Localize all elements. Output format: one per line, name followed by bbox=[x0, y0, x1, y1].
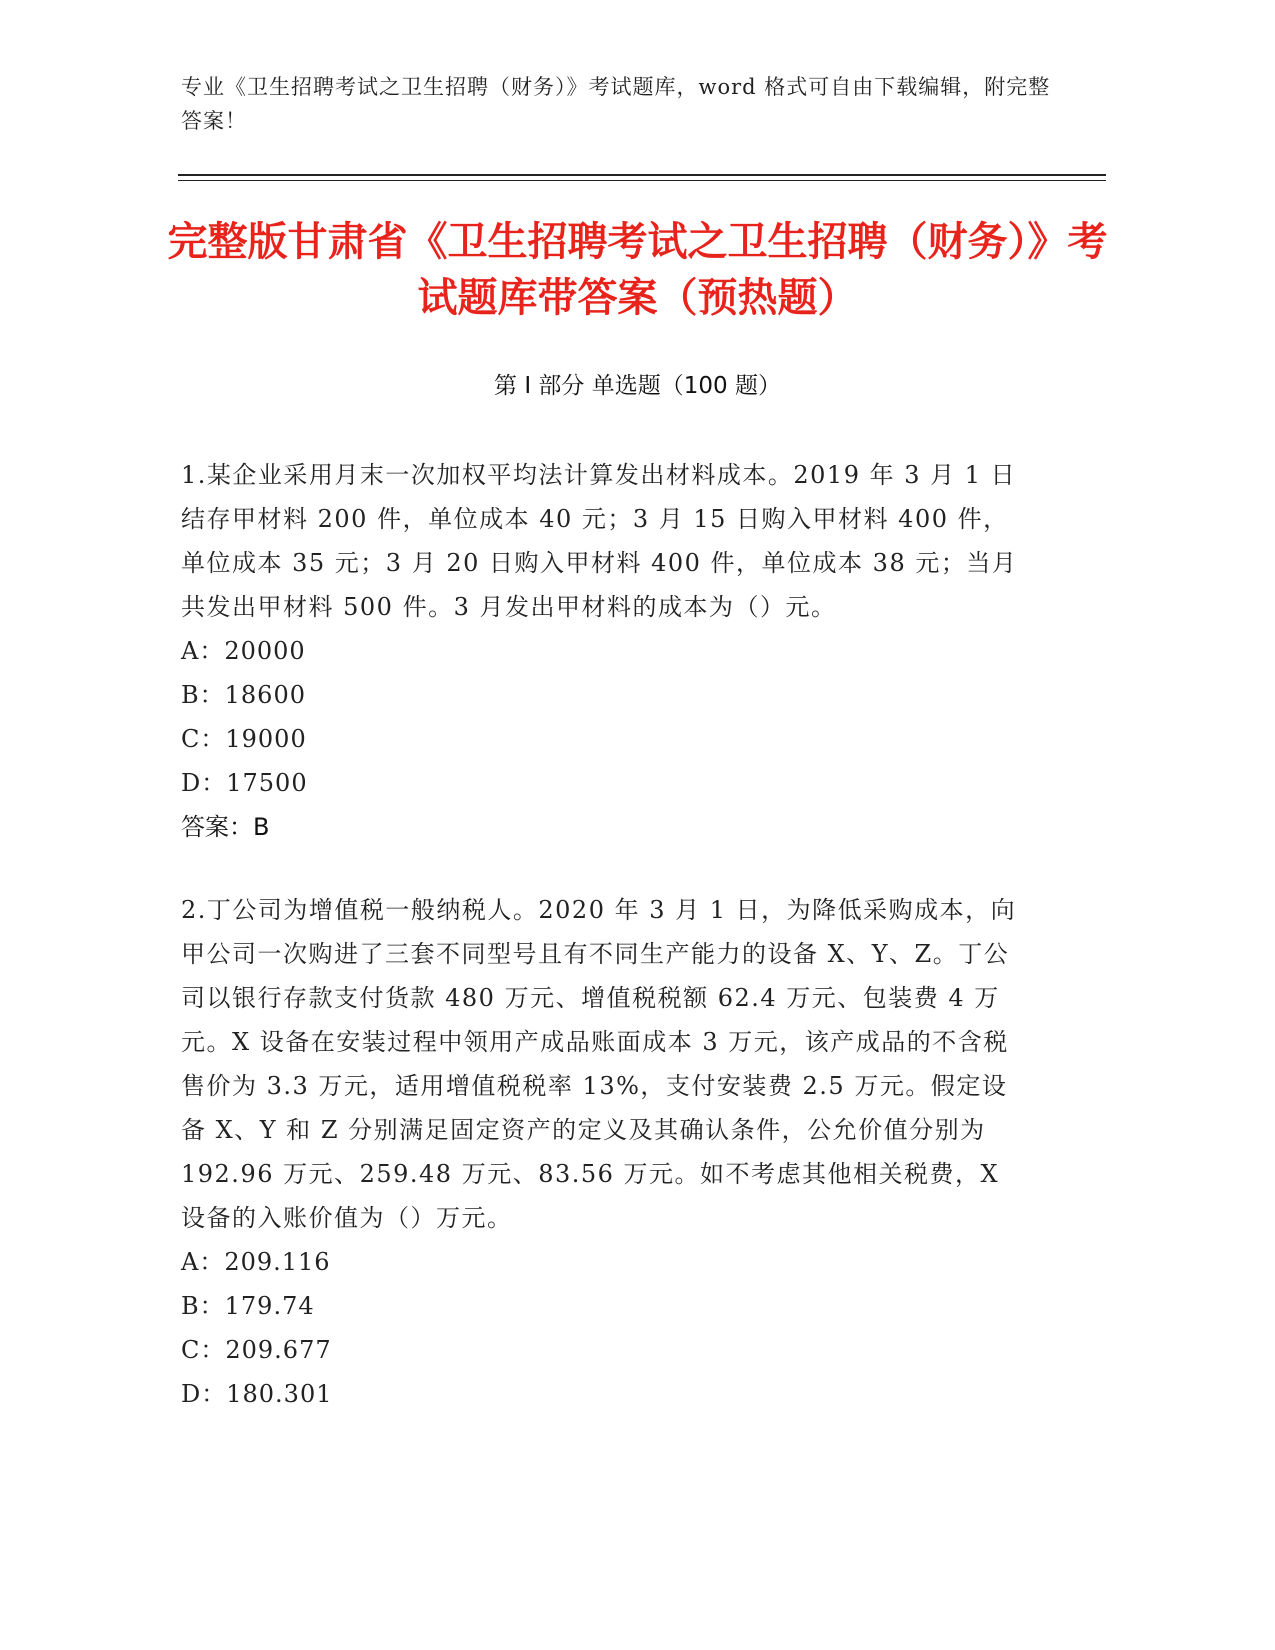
question-stem: 2.丁公司为增值税一般纳税人。2020 年 3 月 1 日，为降低采购成本，向甲公司一次购进了三套不同型号且有不同生产能力的设备 X、Y、Z。丁公司以银行存款支付货款 480 万元、增值税税额 62.4 万元、包装费 4 万元。X 设备在安装过程中领用产成品账面成本 3 万元，该产成品的不含税售价为 3.3 万元，适用增值税税率 13%，支付安装费 2.5 万元。假定设备 X、Y 和 Z 分别满足固定资产的定义及其确认条件，公允价值分别为 192.96 万元、259.48 万元、83.56 万元。如不考虑其他相关税费，X 设备的入账价值为（）万元。 bbox=[181, 896, 1017, 1232]
option-b: B：179.74 bbox=[181, 1292, 315, 1320]
option-c: C：209.677 bbox=[181, 1336, 332, 1364]
option-b: B：18600 bbox=[181, 681, 306, 709]
option-c: C：19000 bbox=[181, 725, 307, 753]
option-d: D：180.301 bbox=[181, 1380, 333, 1408]
header-note: 专业《卫生招聘考试之卫生招聘（财务）》考试题库，word 格式可自由下载编辑，附完整答案！ bbox=[181, 75, 1051, 133]
document-title: 完整版甘肃省《卫生招聘考试之卫生招聘（财务）》考试题库带答案（预热题） bbox=[167, 219, 1108, 321]
section-title: 第 I 部分 单选题（100 题） bbox=[494, 373, 781, 399]
header-divider-thin bbox=[178, 180, 1106, 181]
option-a: A：20000 bbox=[181, 637, 306, 665]
header-divider-thick bbox=[178, 174, 1106, 176]
question-2 bbox=[181, 888, 1031, 1416]
option-a: A：209.116 bbox=[181, 1248, 331, 1276]
question-stem: 1.某企业采用月末一次加权平均法计算发出材料成本。2019 年 3 月 1 日结存甲材料 200 件，单位成本 40 元；3 月 15 日购入甲材料 400 件，单位成本 35 元；3 月 20 日购入甲材料 400 件，单位成本 38 元；当月共发出甲材料 500 件。3 月发出甲材料的成本为（）元。 bbox=[181, 461, 1018, 621]
option-d: D：17500 bbox=[181, 769, 308, 797]
question-1 bbox=[181, 453, 1031, 849]
answer-label: 答案：B bbox=[181, 813, 270, 841]
